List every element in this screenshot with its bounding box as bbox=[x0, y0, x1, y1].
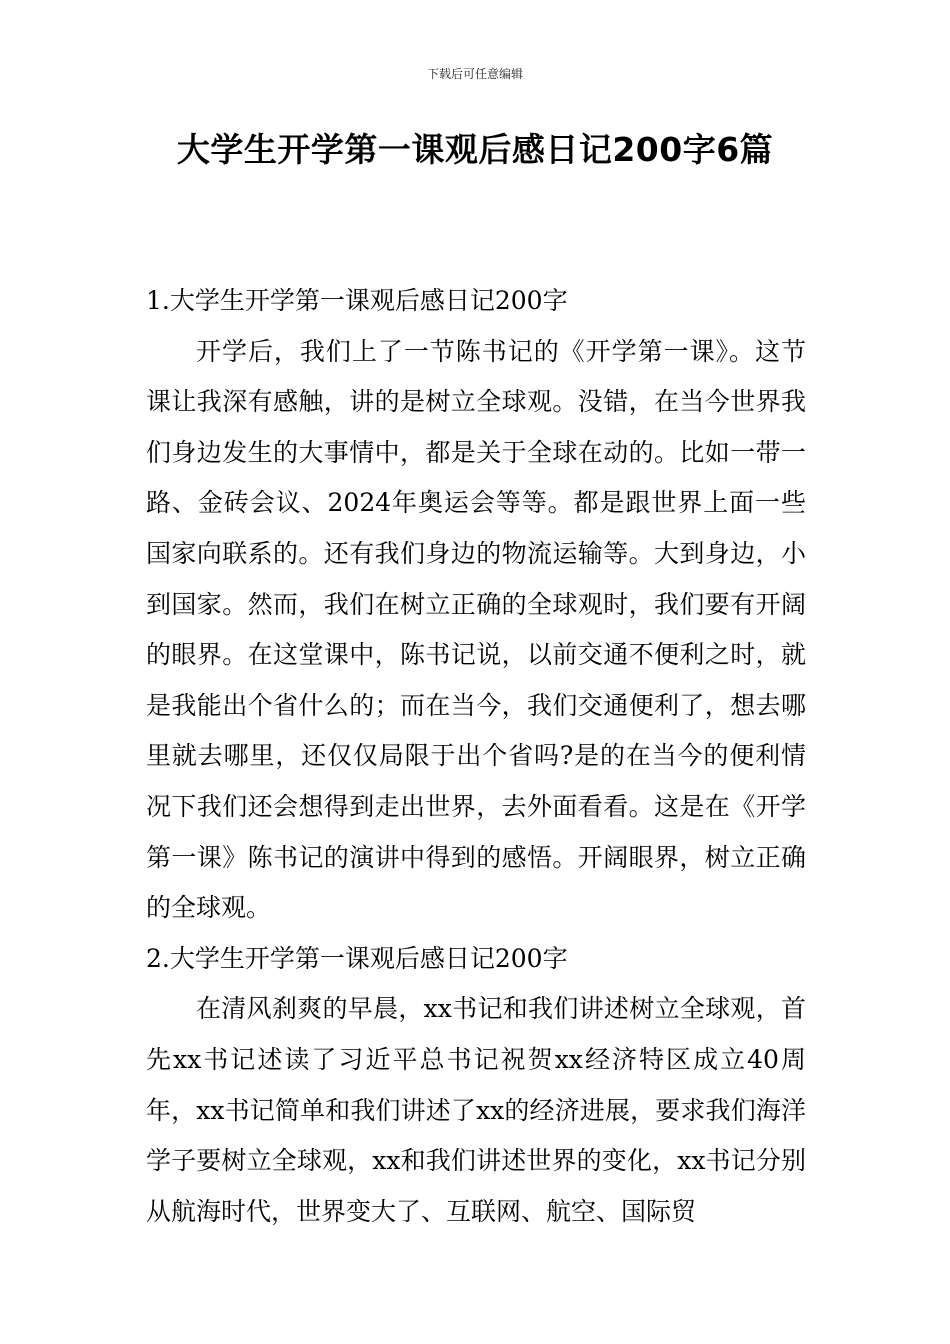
section-2 bbox=[146, 934, 806, 1238]
document-body bbox=[146, 276, 806, 1237]
section-1 bbox=[146, 276, 806, 934]
section-heading: 1.大学生开学第一课观后感日记200字 bbox=[146, 286, 568, 315]
section-paragraph: 开学后，我们上了一节陈书记的《开学第一课》。这节课让我深有感触，讲的是树立全球观。没错，在当今世界我们身边发生的大事情中，都是关于全球在动的。比如一带一路、金砖会议、2024年奥运会等等。都是跟世界上面一些国家向联系的。还有我们身边的物流运输等。大到身边，小到国家。然而，我们在树立正确的全球观时，我们要有开阔的眼界。在这堂课中，陈书记说，以前交通不便利之时，就是我能出个省什么的；而在当今，我们交通便利了，想去哪里就去哪里，还仅仅局限于出个省吗?是的在当今的便利情况下我们还会想得到走出世界，去外面看看。这是在《开学第一课》陈书记的演讲中得到的感悟。开阔眼界，树立正确的全球观。 bbox=[146, 336, 806, 923]
document-title: 大学生开学第一课观后感日记200字6篇 bbox=[176, 130, 774, 169]
section-paragraph: 在清风刹爽的早晨，xx书记和我们讲述树立全球观，首先xx书记述读了习近平总书记祝贺xx经济特区成立40周年，xx书记简单和我们讲述了xx的经济进展，要求我们海洋学子要树立全球观，xx和我们讲述世界的变化，xx书记分别从航海时代，世界变大了、互联网、航空、国际贸 bbox=[146, 994, 806, 1226]
header-note: 下载后可任意编辑 bbox=[426, 67, 523, 81]
section-heading: 2.大学生开学第一课观后感日记200字 bbox=[146, 943, 568, 973]
